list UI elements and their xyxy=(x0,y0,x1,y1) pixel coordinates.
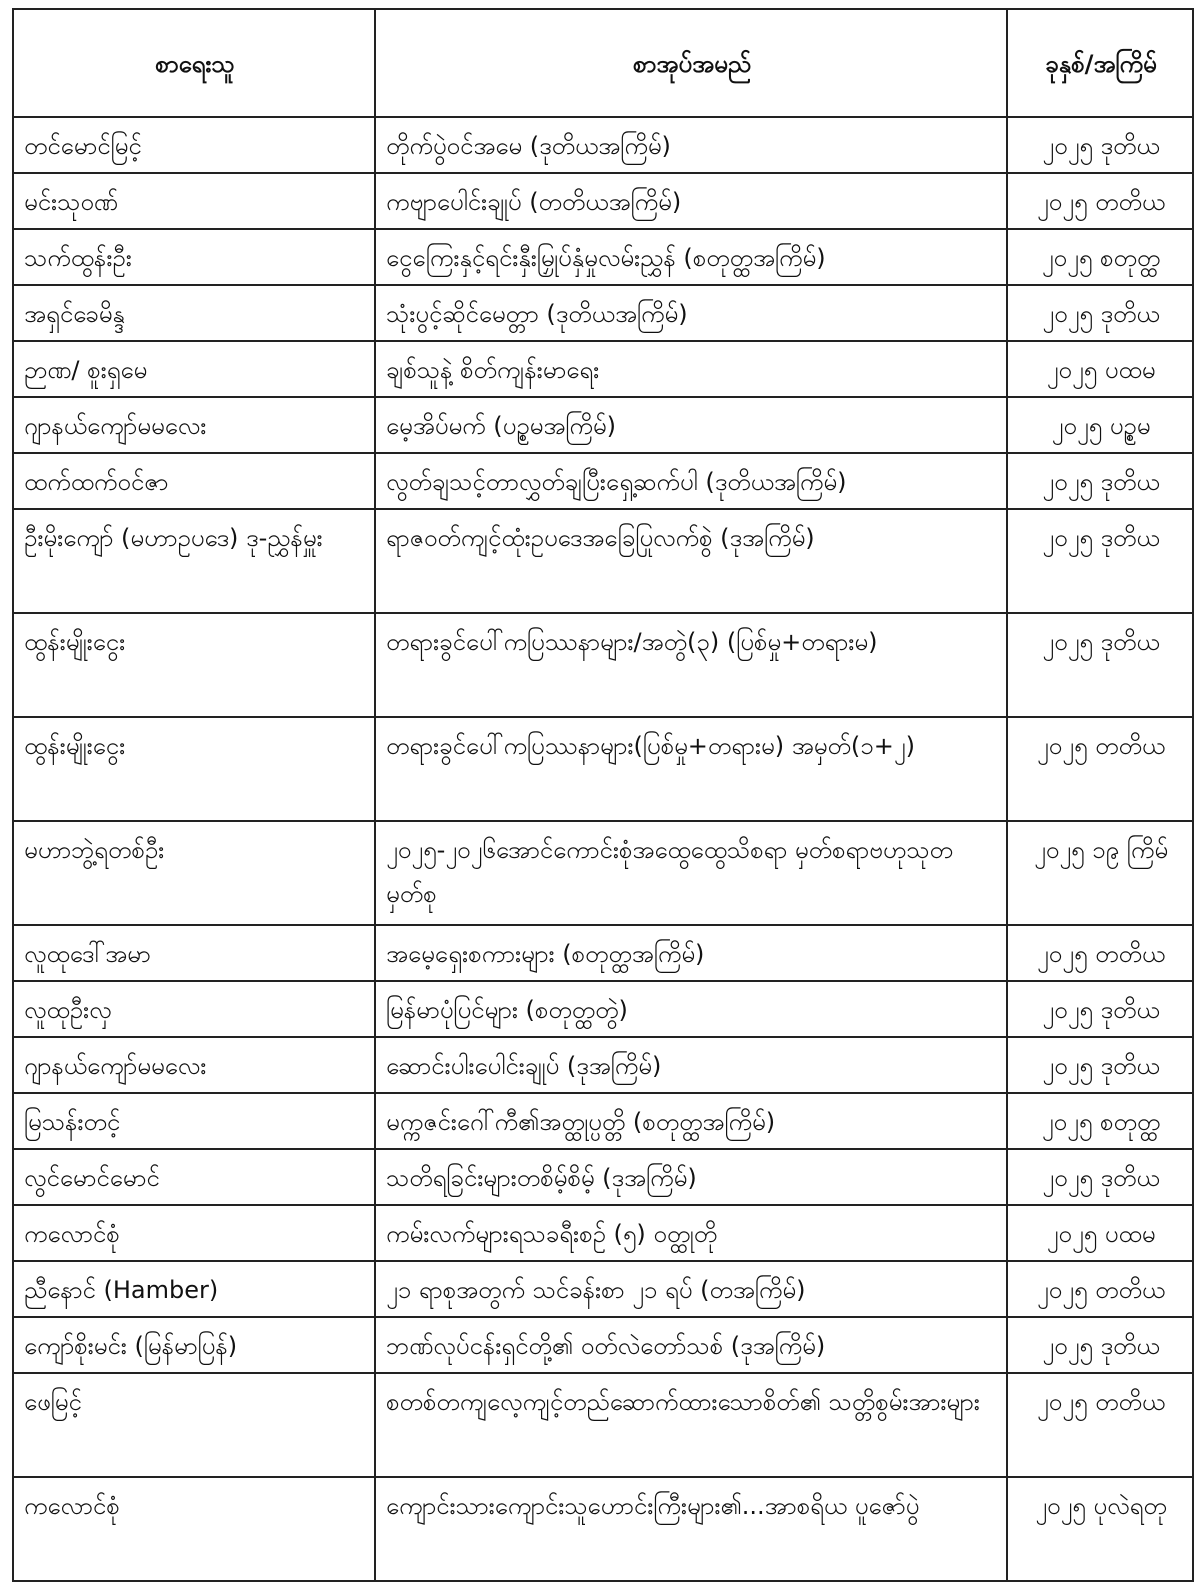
edition-cell: ၂၀၂၅ ဒုတိယ xyxy=(1007,285,1193,341)
table-row xyxy=(13,453,1193,509)
edition-column-header: ခုနှစ်/အကြိမ် xyxy=(1007,9,1193,117)
table-row xyxy=(13,1261,1193,1317)
table-row xyxy=(13,1205,1193,1261)
edition-cell: ၂၀၂၅ ဒုတိယ xyxy=(1007,981,1193,1037)
table-row xyxy=(13,613,1193,717)
title-cell: မြန်မာပုံပြင်များ (စတုတ္ထတွဲ) xyxy=(375,981,1007,1037)
table-row xyxy=(13,821,1193,925)
header-row xyxy=(13,9,1193,117)
table-row xyxy=(13,1373,1193,1477)
title-cell: ကဗျာပေါင်းချုပ် (တတိယအကြိမ်) xyxy=(375,173,1007,229)
title-cell: မက္ကဇင်းဂေါ်ကီ၏အတ္ထုပ္ပတ္တိ (စတုတ္ထအကြိမ်) xyxy=(375,1093,1007,1149)
author-cell: မဟာဘွဲ့ရတစ်ဦး xyxy=(13,821,375,925)
edition-cell: ၂၀၂၅ စတုတ္ထ xyxy=(1007,1093,1193,1149)
title-cell: တရားခွင်ပေါ်ကပြဿနာများ(ပြစ်မှု+တရားမ) အမှတ်(၁+၂) xyxy=(375,717,1007,821)
title-cell: တိုက်ပွဲဝင်အမေ (ဒုတိယအကြိမ်) xyxy=(375,117,1007,173)
edition-cell: ၂၀၂၅ တတိယ xyxy=(1007,717,1193,821)
edition-cell: ၂၀၂၅ ပထမ xyxy=(1007,341,1193,397)
table-row xyxy=(13,285,1193,341)
title-cell: ၂၁ ရာစုအတွက် သင်ခန်းစာ ၂၁ ရပ် (တအကြိမ်) xyxy=(375,1261,1007,1317)
edition-cell: ၂၀၂၅ တတိယ xyxy=(1007,1373,1193,1477)
title-cell: အမေ့ရှေးစကားများ (စတုတ္ထအကြိမ်) xyxy=(375,925,1007,981)
edition-cell: ၂၀၂၅ ၁၉ ကြိမ် xyxy=(1007,821,1193,925)
edition-cell: ၂၀၂၅ ပထမ xyxy=(1007,1205,1193,1261)
author-cell: ထွန်းမျိုးငွေး xyxy=(13,613,375,717)
author-cell: ထက်ထက်ဝင်ဇာ xyxy=(13,453,375,509)
table-row xyxy=(13,925,1193,981)
book-table xyxy=(12,8,1194,1582)
author-cell: လွင်မောင်မောင် xyxy=(13,1149,375,1205)
table-row xyxy=(13,509,1193,613)
edition-cell: ၂၀၂၅ ဒုတိယ xyxy=(1007,117,1193,173)
title-cell: မေ့အိပ်မက် (ပဥ္စမအကြိမ်) xyxy=(375,397,1007,453)
title-cell: ကမ်းလက်များရသခရီးစဉ် (၅) ဝတ္ထုတို xyxy=(375,1205,1007,1261)
edition-cell: ၂၀၂၅ ပုလဲရတု xyxy=(1007,1477,1193,1581)
author-cell: သက်ထွန်းဦး xyxy=(13,229,375,285)
edition-cell: ၂၀၂၅ စတုတ္ထ xyxy=(1007,229,1193,285)
table-row xyxy=(13,117,1193,173)
table-row xyxy=(13,397,1193,453)
title-cell: စတစ်တကျလေ့ကျင့်တည်ဆောက်ထားသောစိတ်၏ သတ္တိစွမ်းအားများ xyxy=(375,1373,1007,1477)
edition-cell: ၂၀၂၅ ဒုတိယ xyxy=(1007,509,1193,613)
title-column-header: စာအုပ်အမည် xyxy=(375,9,1007,117)
title-cell: သုံးပွင့်ဆိုင်မေတ္တာ (ဒုတိယအကြိမ်) xyxy=(375,285,1007,341)
title-cell: ဆောင်းပါးပေါင်းချုပ် (ဒုအကြိမ်) xyxy=(375,1037,1007,1093)
author-cell: တင်မောင်မြင့် xyxy=(13,117,375,173)
table-row xyxy=(13,1149,1193,1205)
author-cell: မင်းသုဝဏ် xyxy=(13,173,375,229)
title-cell: ၂၀၂၅-၂၀၂၆အောင်ကောင်းစုံအထွေထွေသိစရာ မှတ်စရာဗဟုသုတမှတ်စု xyxy=(375,821,1007,925)
edition-cell: ၂၀၂၅ တတိယ xyxy=(1007,1261,1193,1317)
author-cell: လူထုဦးလှ xyxy=(13,981,375,1037)
table-row xyxy=(13,1477,1193,1581)
table-row xyxy=(13,1317,1193,1373)
title-cell: ရာဇဝတ်ကျင့်ထုံးဥပဒေအခြေပြုလက်စွဲ (ဒုအကြိမ်) xyxy=(375,509,1007,613)
author-cell: ဂျာနယ်ကျော်မမလေး xyxy=(13,1037,375,1093)
title-cell: တရားခွင်ပေါ်ကပြဿနာများ/အတွဲ(၃) (ပြစ်မှု+တရားမ) xyxy=(375,613,1007,717)
author-cell: ဉာဏ/ စူးရှမေ xyxy=(13,341,375,397)
title-cell: သတိရခြင်းများတစိမ့်စိမ့် (ဒုအကြိမ်) xyxy=(375,1149,1007,1205)
title-cell: လွတ်ချသင့်တာလွှတ်ချပြီးရှေ့ဆက်ပါ (ဒုတိယအကြိမ်) xyxy=(375,453,1007,509)
author-cell: အရှင်ခေမိန္ဒ xyxy=(13,285,375,341)
author-cell: ထွန်းမျိုးငွေး xyxy=(13,717,375,821)
edition-cell: ၂၀၂၅ တတိယ xyxy=(1007,925,1193,981)
author-cell: ဦးမိုးကျော် (မဟာဥပဒေ) ဒု-ညွှန်မှူး xyxy=(13,509,375,613)
table-row xyxy=(13,1093,1193,1149)
author-cell: ဖေမြင့် xyxy=(13,1373,375,1477)
table-row xyxy=(13,717,1193,821)
author-cell: ညီနောင် (Hamber) xyxy=(13,1261,375,1317)
table-row xyxy=(13,229,1193,285)
author-cell: ဂျာနယ်ကျော်မမလေး xyxy=(13,397,375,453)
author-cell: ကလောင်စုံ xyxy=(13,1205,375,1261)
author-cell: မြသန်းတင့် xyxy=(13,1093,375,1149)
table-row xyxy=(13,981,1193,1037)
title-cell: ဘဏ်လုပ်ငန်းရှင်တို့၏ ဝတ်လဲတော်သစ် (ဒုအကြိမ်) xyxy=(375,1317,1007,1373)
edition-cell: ၂၀၂၅ ပဥ္စမ xyxy=(1007,397,1193,453)
book-rows xyxy=(13,117,1193,1581)
title-cell: ကျောင်းသားကျောင်းသူဟောင်းကြီးများ၏...အာစရိယ ပူဇော်ပွဲ xyxy=(375,1477,1007,1581)
edition-cell: ၂၀၂၅ ဒုတိယ xyxy=(1007,453,1193,509)
edition-cell: ၂၀၂၅ ဒုတိယ xyxy=(1007,1149,1193,1205)
author-cell: ကျော်စိုးမင်း (မြန်မာပြန်) xyxy=(13,1317,375,1373)
edition-cell: ၂၀၂၅ တတိယ xyxy=(1007,173,1193,229)
edition-cell: ၂၀၂၅ ဒုတိယ xyxy=(1007,1037,1193,1093)
author-column-header: စာရေးသူ xyxy=(13,9,375,117)
author-cell: လူထုဒေါ်အမာ xyxy=(13,925,375,981)
table-row xyxy=(13,173,1193,229)
table-row xyxy=(13,341,1193,397)
book-list-sheet xyxy=(12,8,1192,1566)
table-row xyxy=(13,1037,1193,1093)
title-cell: ချစ်သူနဲ့ စိတ်ကျန်းမာရေး xyxy=(375,341,1007,397)
title-cell: ငွေကြေးနှင့်ရင်းနှီးမြှုပ်နှံမှုလမ်းညွှန် (စတုတ္ထအကြိမ်) xyxy=(375,229,1007,285)
edition-cell: ၂၀၂၅ ဒုတိယ xyxy=(1007,613,1193,717)
author-cell: ကလောင်စုံ xyxy=(13,1477,375,1581)
edition-cell: ၂၀၂၅ ဒုတိယ xyxy=(1007,1317,1193,1373)
